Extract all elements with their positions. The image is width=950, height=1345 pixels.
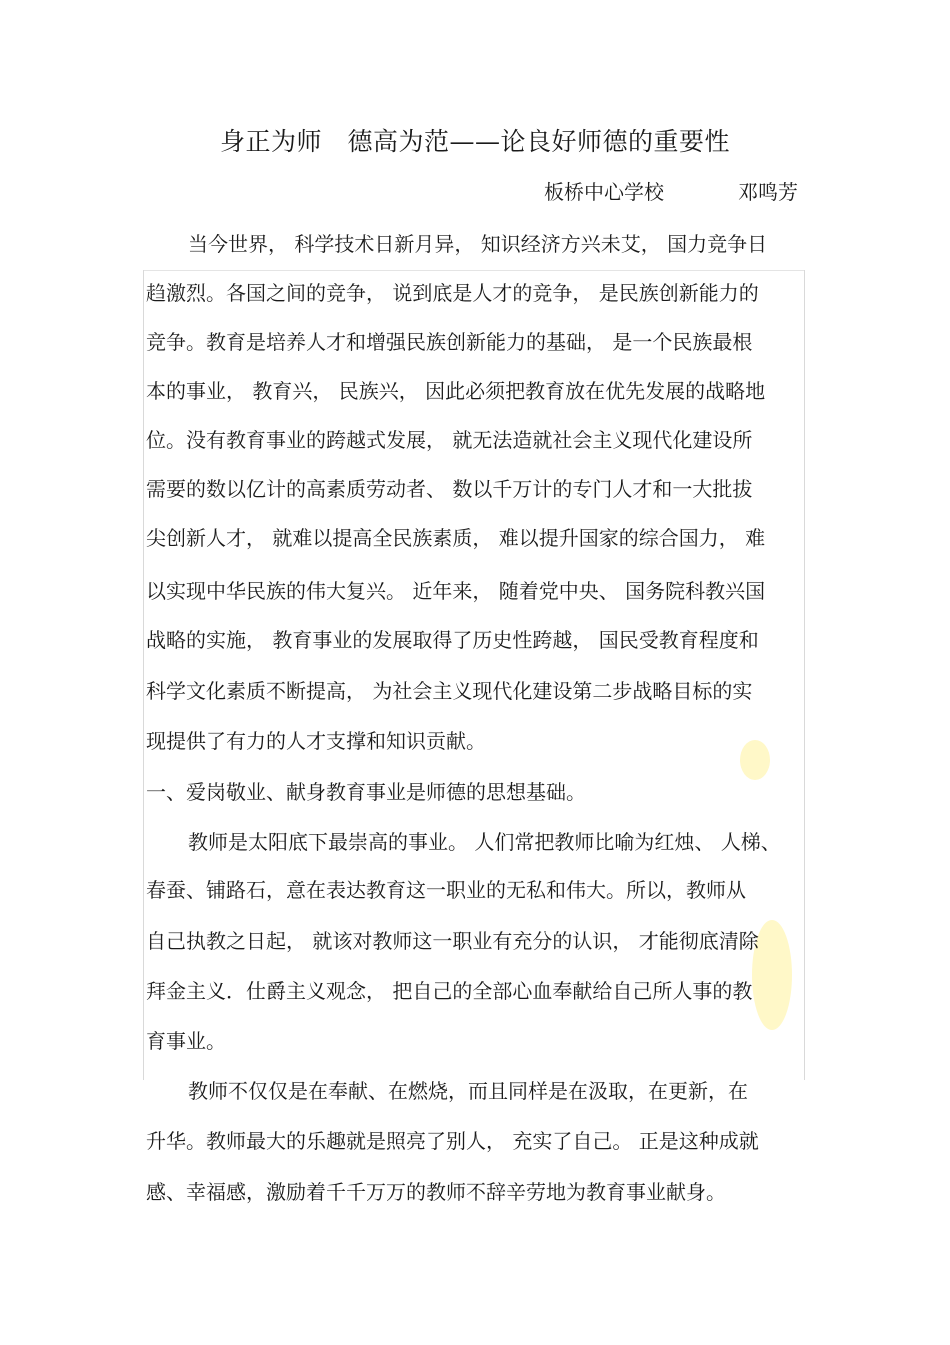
paragraph-line: 当今世界， 科学技术日新月异， 知识经济方兴未艾， 国力竞争日: [188, 232, 768, 256]
school-name: 板桥中心学校: [544, 180, 664, 204]
paragraph-line: 教师不仅仅是在奉献、在燃烧，而且同样是在汲取，在更新，在: [188, 1079, 748, 1103]
paragraph-line: 战略的实施， 教育事业的发展取得了历史性跨越， 国民受教育程度和: [146, 628, 759, 652]
paragraph-line: 教师是太阳底下最崇高的事业。 人们常把教师比喻为红烛、 人梯、: [188, 830, 781, 854]
paragraph-line: 本的事业， 教育兴， 民族兴， 因此必须把教育放在优先发展的战略地: [146, 379, 766, 403]
paragraph-line: 位。没有教育事业的跨越式发展， 就无法造就社会主义现代化建设所: [146, 428, 753, 452]
paragraph-line: 科学文化素质不断提高， 为社会主义现代化建设第二步战略目标的实: [146, 679, 753, 703]
paragraph-line: 升华。教师最大的乐趣就是照亮了别人， 充实了自己。 正是这种成就: [146, 1129, 759, 1153]
section-heading: 一、爱岗敬业、献身教育事业是师德的思想基础。: [146, 780, 586, 804]
document-title: 身正为师 德高为范——论良好师德的重要性: [219, 127, 730, 156]
paragraph-line: 以实现中华民族的伟大复兴。 近年来， 随着党中央、 国务院科教兴国: [146, 579, 766, 603]
paragraph-line: 趋激烈。各国之间的竞争， 说到底是人才的竞争， 是民族创新能力的: [146, 281, 759, 305]
frame-border-left: [143, 270, 144, 1080]
paragraph-line: 育事业。: [146, 1029, 226, 1053]
paragraph-line: 拜金主义．仕爵主义观念， 把自己的全部心血奉献给自己所人事的教: [146, 979, 753, 1003]
paragraph-line: 自己执教之日起， 就该对教师这一职业有充分的认识， 才能彻底清除: [146, 929, 759, 953]
paragraph-line: 感、幸福感，激励着千千万万的教师不辞辛劳地为教育事业献身。: [146, 1180, 726, 1204]
frame-border-top: [143, 270, 805, 271]
paragraph-line: 竞争。教育是培养人才和增强民族创新能力的基础， 是一个民族最根: [146, 330, 753, 354]
paragraph-line: 需要的数以亿计的高素质劳动者、 数以千万计的专门人才和一大批拔: [146, 477, 753, 501]
author-name: 邓鸣芳: [738, 180, 798, 204]
paragraph-line: 春蚕、铺路石，意在表达教育这一职业的无私和伟大。所以，教师从: [146, 878, 746, 902]
paragraph-line: 尖创新人才， 就难以提高全民族素质， 难以提升国家的综合国力， 难: [146, 526, 766, 550]
paragraph-line: 现提供了有力的人才支撑和知识贡献。: [146, 729, 486, 753]
